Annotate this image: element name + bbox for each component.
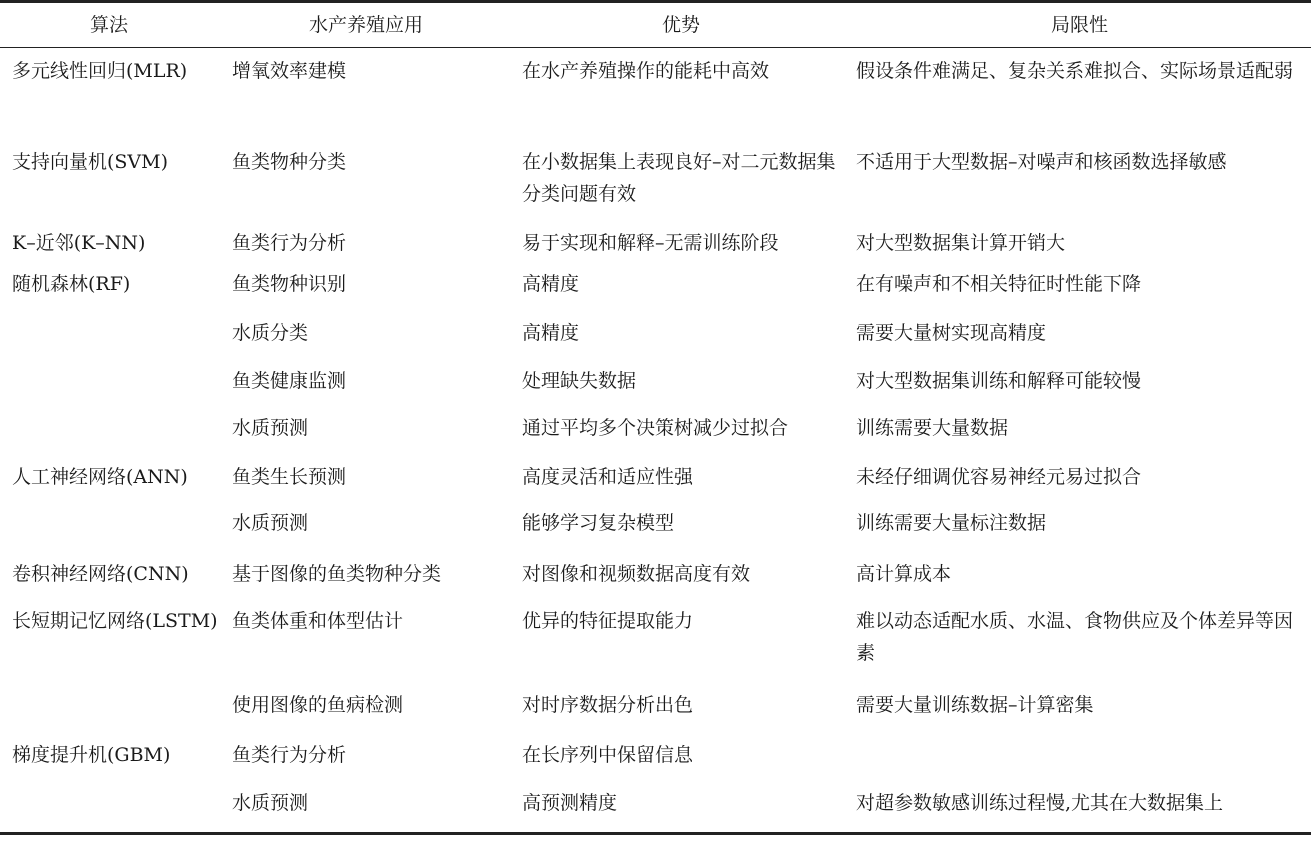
cell-advantage: 在小数据集上表现良好–对二元数据集分类问题有效 xyxy=(522,151,836,205)
cell-limitation: 假设条件难满足、复杂关系难拟合、实际场景适配弱 xyxy=(856,60,1294,82)
cell-limitation xyxy=(848,738,1311,787)
cell-algorithm xyxy=(0,787,218,834)
cell-limitation: 需要大量树实现高精度 xyxy=(856,322,1047,344)
cell-advantage: 在长序列中保留信息 xyxy=(522,744,694,766)
table-row xyxy=(0,268,1311,313)
cell-algorithm: 多元线性回归(MLR) xyxy=(12,60,188,82)
table-header-row xyxy=(0,2,1311,48)
cell-application: 水质预测 xyxy=(232,512,309,534)
cell-advantage: 在水产养殖操作的能耗中高效 xyxy=(522,60,770,82)
cell-advantage: 高精度 xyxy=(522,273,580,295)
cell-advantage: 高精度 xyxy=(522,322,580,344)
header-algorithm: 算法 xyxy=(89,14,128,36)
cell-algorithm xyxy=(0,313,218,364)
table-row xyxy=(0,738,1311,787)
table-row xyxy=(0,507,1311,556)
table-row xyxy=(0,141,1311,224)
cell-advantage: 处理缺失数据 xyxy=(522,370,637,392)
table-row xyxy=(0,224,1311,268)
cell-algorithm: 随机森林(RF) xyxy=(12,273,131,295)
cell-advantage: 对时序数据分析出色 xyxy=(522,694,694,716)
cell-limitation: 不适用于大型数据–对噪声和核函数选择敏感 xyxy=(856,151,1227,173)
cell-application: 鱼类行为分析 xyxy=(232,232,347,254)
cell-application: 使用图像的鱼病检测 xyxy=(232,694,404,716)
cell-application: 鱼类体重和体型估计 xyxy=(232,610,404,632)
cell-advantage: 高度灵活和适应性强 xyxy=(522,466,694,488)
cell-application: 水质预测 xyxy=(232,417,309,439)
header-application: 水产养殖应用 xyxy=(308,14,423,36)
cell-limitation: 需要大量训练数据–计算密集 xyxy=(856,694,1094,716)
table-row xyxy=(0,313,1311,364)
cell-algorithm: 支持向量机(SVM) xyxy=(12,151,169,173)
cell-limitation: 对大型数据集计算开销大 xyxy=(856,232,1066,254)
cell-limitation: 训练需要大量数据 xyxy=(856,417,1009,439)
cell-application: 基于图像的鱼类物种分类 xyxy=(232,563,442,585)
table-row xyxy=(0,459,1311,507)
header-advantage: 优势 xyxy=(661,14,700,36)
cell-application: 鱼类物种分类 xyxy=(232,151,347,173)
cell-limitation: 难以动态适配水质、水温、食物供应及个体差异等因素 xyxy=(856,610,1294,664)
cell-application: 水质预测 xyxy=(232,792,309,814)
cell-limitation: 对大型数据集训练和解释可能较慢 xyxy=(856,370,1142,392)
cell-algorithm xyxy=(0,689,218,738)
cell-application: 鱼类物种识别 xyxy=(232,273,347,295)
cell-application: 增氧效率建模 xyxy=(232,60,347,82)
table-row xyxy=(0,787,1311,834)
cell-advantage: 能够学习复杂模型 xyxy=(522,512,675,534)
cell-algorithm xyxy=(0,364,218,412)
cell-algorithm: 长短期记忆网络(LSTM) xyxy=(12,610,218,632)
table-row xyxy=(0,364,1311,412)
cell-algorithm: 卷积神经网络(CNN) xyxy=(12,563,189,585)
table-row xyxy=(0,689,1311,738)
cell-advantage: 高预测精度 xyxy=(522,792,618,814)
cell-limitation: 对超参数敏感训练过程慢,尤其在大数据集上 xyxy=(856,792,1224,814)
cell-limitation: 训练需要大量标注数据 xyxy=(856,512,1047,534)
cell-algorithm xyxy=(0,412,218,459)
cell-advantage: 易于实现和解释–无需训练阶段 xyxy=(522,232,779,254)
cell-application: 鱼类健康监测 xyxy=(232,370,347,392)
cell-advantage: 优异的特征提取能力 xyxy=(522,610,694,632)
cell-limitation: 高计算成本 xyxy=(856,563,952,585)
table-row xyxy=(0,556,1311,605)
cell-limitation: 在有噪声和不相关特征时性能下降 xyxy=(856,273,1142,295)
cell-advantage: 对图像和视频数据高度有效 xyxy=(522,563,751,585)
header-limitation: 局限性 xyxy=(1050,14,1108,36)
cell-algorithm: K–近邻(K–NN) xyxy=(12,232,146,254)
cell-application: 鱼类生长预测 xyxy=(232,466,347,488)
cell-advantage: 通过平均多个决策树减少过拟合 xyxy=(522,417,789,439)
cell-application: 水质分类 xyxy=(232,322,309,344)
table-row xyxy=(0,48,1311,142)
cell-algorithm: 人工神经网络(ANN) xyxy=(12,466,188,488)
cell-limitation: 未经仔细调优容易神经元易过拟合 xyxy=(856,466,1142,488)
table-row xyxy=(0,605,1311,689)
cell-algorithm: 梯度提升机(GBM) xyxy=(12,744,171,766)
table-row xyxy=(0,412,1311,459)
cell-algorithm xyxy=(0,507,218,556)
cell-application: 鱼类行为分析 xyxy=(232,744,347,766)
